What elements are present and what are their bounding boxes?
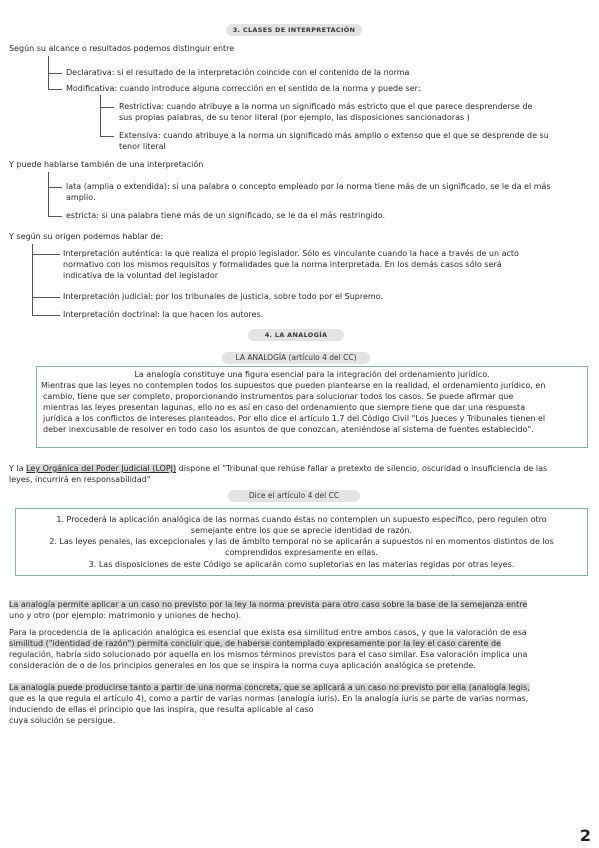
box2-line: semejante entre los que se aprecie identidad de razón. xyxy=(190,526,413,535)
box1-line: cambio, tiene que ser completo, proporcionando instrumentos para solucionar todos los casos. Se puede afirmar que xyxy=(43,392,514,401)
box1-line: deber inexcusable de resolver en todo caso los asuntos de que conozcan, ateniéndose al sistema de fuentes establecido". xyxy=(43,425,534,434)
p2-line: regulación, habría sido solucionado por aquella en los mismos términos previstos para el caso similar. Esa valoración implica una xyxy=(9,650,528,659)
p3-line: cuya solución se persigue. xyxy=(9,716,116,725)
p3-line: La analogía puede producirse tanto a partir de una norma concreta, que se aplicará a un caso no previsto por ella (analogía legis, xyxy=(9,683,530,692)
tree-line xyxy=(32,315,60,316)
tree-line xyxy=(32,254,60,255)
section-4-title: 4. LA ANALOGÍA xyxy=(248,329,344,341)
lata-text: lata (amplia o extendida): si una palabra o concepto empleado por la norma tiene más de un significado, se le da el más xyxy=(66,182,551,191)
tree-line xyxy=(100,95,101,137)
restrictiva-text-2: sus propias palabras, de su tenor literal (por ejemplo, las disposiciones sancionadoras ) xyxy=(119,113,470,122)
tree-line xyxy=(100,107,114,108)
p3-line: que es la que regula el artículo 4), como a partir de varias normas (analogía iuris). En la analogía iuris se parte de varias normas, xyxy=(9,694,529,703)
p2-line: Para la procedencia de la aplicación analógica es esencial que exista esa similitud entre ambos casos, y que la valoración de esa xyxy=(9,628,527,637)
origen-intro: Y según su origen podemos hablar de: xyxy=(9,232,164,241)
tree-line xyxy=(32,297,60,298)
autentica-text: Interpretación auténtica: la que realiza el propio legislador. Sólo es vinculante cuando la hace a través de un acto xyxy=(63,249,519,258)
tree-line xyxy=(48,187,62,188)
box2-line: 1. Procederá la aplicación analógica de las normas cuando éstas no contemplen un supuesto específico, pero regulen otro xyxy=(56,515,547,524)
tree-line xyxy=(48,89,62,90)
box2-line: 2. Las leyes penales, las excepcionales y las de ámbito temporal no se aplicarán a supuestos ni en momentos distintos de los xyxy=(49,537,554,546)
estricta-text: estricta: si una palabra tiene más de un significado, se le da el más restringido. xyxy=(66,211,385,220)
doctrinal-text: Interpretación doctrinal: la que hacen los autores. xyxy=(63,310,264,319)
restrictiva-text: Restrictiva: cuando atribuye a la norma un significado más estricto que el que parece desprenderse de xyxy=(119,102,533,111)
autentica-text-3: indicativa de la voluntad del legislador xyxy=(63,271,219,280)
lopj-line: Y la Ley Orgánica del Poder Judicial (LOPJ) dispone el "Tribunal que rehúse fallar a pretexto de silencio, oscuridad o insuficiencia de las xyxy=(9,464,548,473)
p1-line-2: uno y otro (por ejemplo: matrimonio y uniones de hecho). xyxy=(9,611,242,620)
page-number: 2 xyxy=(579,826,591,845)
extensiva-text: Extensiva: cuando atribuye a la norma un significado más amplio o extenso que el que se desprende de su xyxy=(119,131,549,140)
p2-line: similitud ("identidad de razón") permita concluir que, de haberse contemplado expresamente por la ley el caso carente de xyxy=(9,639,501,648)
tree-line xyxy=(48,172,49,217)
box1-line: jurídica a los conflictos de intereses planteados. Por ello dice el artículo 1.7 del Código Civil "Los Jueces y Tribunales tienen el xyxy=(43,414,546,423)
p1-line: La analogía permite aplicar a un caso no previsto por la ley la norma prevista para otro caso sobre la base de la semejanza entre xyxy=(9,600,528,609)
lopj-line-2: leyes, incurrirá en responsabilidad" xyxy=(9,475,151,484)
modificativa-text: Modificativa: cuando introduce alguna corrección en el sentido de la norma y puede ser: xyxy=(66,84,421,93)
box2-line: comprendidos expresamente en ellas. xyxy=(225,548,378,557)
tree-line xyxy=(48,73,62,74)
autentica-text-2: normativo con los mismos requisitos y formalidades que la norma interpretada. En los demás casos sólo será xyxy=(63,260,502,269)
dice-articulo-title: Dice el artículo 4 del CC xyxy=(228,490,360,502)
lata-text-2: amplio. xyxy=(66,193,96,202)
box1-line: mientras las leyes presentan lagunas, ello no es así en caso del ordenamiento que siempre tiene que dar una respuesta xyxy=(43,403,526,412)
box1-line: Mientras que las leyes no contemplen todos los supuestos que pueden plantearse en la realidad, el ordenamiento jurídico, en xyxy=(41,381,546,390)
p2-line: consideración de o de los principios generales en los que se inspira la norma cuya aplicación analógica se pretende. xyxy=(9,661,476,670)
puede-intro: Y puede hablarse también de una interpretación xyxy=(9,160,204,169)
p3-line: induciendo de ellas el principio que las inspira, que resulta aplicable al caso xyxy=(9,705,314,714)
box1-line: La analogía constituye una figura esencial para la integración del ordenamiento jurídico. xyxy=(134,370,490,379)
judicial-text: Interpretación judicial: por los tribunales de justicia, sobre todo por el Supremo. xyxy=(63,292,383,301)
tree-line xyxy=(100,136,114,137)
section-3-title: 3. CLASES DE INTERPRETACIÓN xyxy=(226,24,362,36)
tree-line xyxy=(48,216,62,217)
extensiva-text-2: tenor literal xyxy=(119,142,166,151)
intro-text: Según su alcance o resultados podemos distinguir entre xyxy=(9,44,235,53)
declarativa-text: Declarativa: si el resultado de la interpretación coincide con el contenido de la norma xyxy=(66,68,410,77)
box2-line: 3. Las disposiciones de este Código se aplicarán como supletorias en las materias regidas por otras leyes. xyxy=(88,560,515,569)
analogia-subtitle: LA ANALOGÍA (artículo 4 del CC) xyxy=(222,352,370,364)
